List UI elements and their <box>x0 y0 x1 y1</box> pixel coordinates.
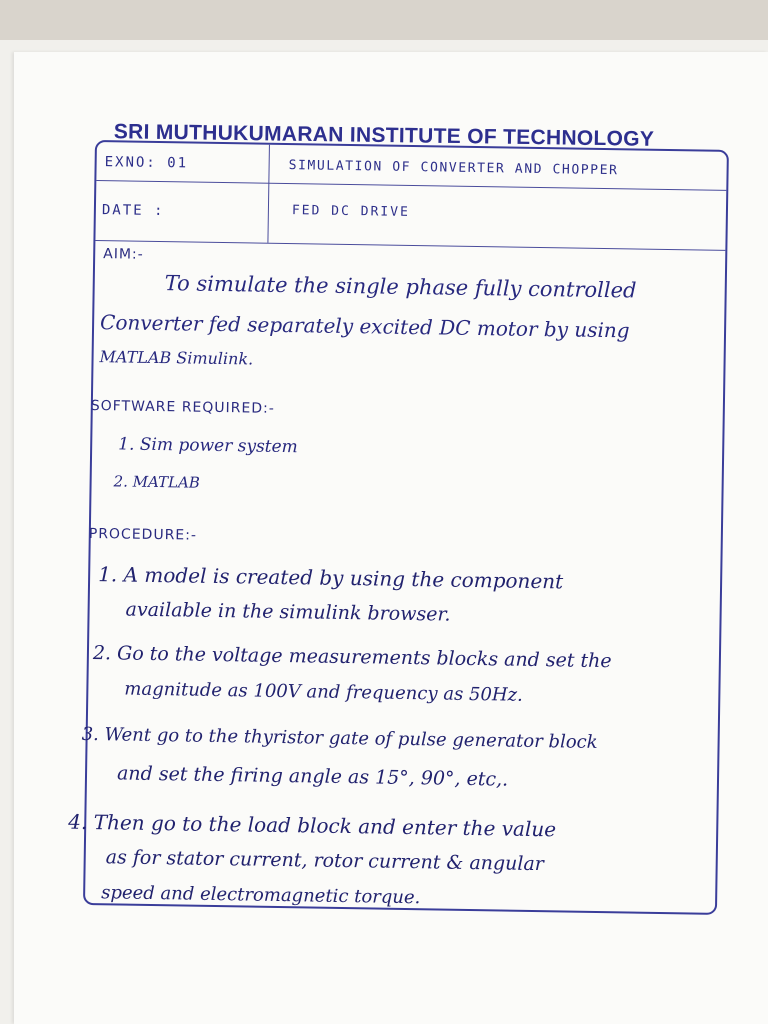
procedure-line-9: speed and electromagnetic torque. <box>101 882 421 909</box>
aim-line-3: MATLAB Simulink. <box>99 347 254 369</box>
header-divider-row <box>96 180 726 191</box>
title-line-2: FED DC DRIVE <box>291 203 410 220</box>
exno-label: EXNO: 01 <box>104 154 189 172</box>
procedure-line-5: 3. Went go to the thyristor gate of pulse generator block <box>81 723 598 753</box>
procedure-line-6: and set the firing angle as 15°, 90°, etc,. <box>116 762 509 791</box>
procedure-line-1: 1. A model is created by using the component <box>97 562 564 594</box>
title-line-1: SIMULATION OF CONVERTER AND CHOPPER <box>288 158 619 179</box>
record-frame <box>68 140 729 915</box>
software-item-1: 1. Sim power system <box>118 434 298 458</box>
procedure-line-2: available in the simulink browser. <box>125 598 451 626</box>
software-heading: SOFTWARE REQUIRED:- <box>90 397 275 417</box>
procedure-line-3: 2. Go to the voltage measurements blocks and set the <box>92 642 612 673</box>
institute-name: SRI MUTHUKUMARAN INSTITUTE OF TECHNOLOGY <box>113 120 655 151</box>
aim-line-1: To simulate the single phase fully controlled <box>164 271 637 303</box>
procedure-line-8: as for stator current, rotor current & angular <box>105 846 545 876</box>
procedure-heading: PROCEDURE:- <box>88 525 198 544</box>
procedure-line-4: magnitude as 100V and frequency as 50Hz. <box>124 678 523 706</box>
header-divider-column <box>267 145 270 243</box>
aim-heading: AIM:- <box>103 246 144 263</box>
procedure-line-7: 4. Then go to the load block and enter the value <box>68 809 557 842</box>
software-item-2: 2. MATLAB <box>113 472 201 492</box>
date-label: DATE : <box>101 202 165 220</box>
header-divider-bottom <box>95 240 725 251</box>
aim-line-2: Converter fed separately excited DC motor by using <box>99 310 630 343</box>
